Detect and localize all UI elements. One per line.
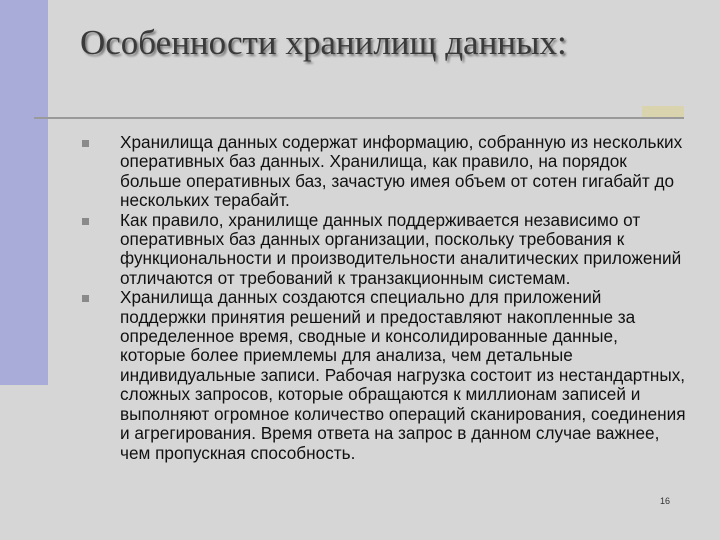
bullet-list (76, 133, 686, 463)
bullet-text: Как правило, хранилище данных поддерживается независимо от оперативных баз данных организации, поскольку требования к функциональности и производительности аналитических приложений отличаются от требований к транзакционным системам. (120, 209, 682, 288)
bullet-item (76, 288, 686, 463)
square-bullet-icon (82, 295, 89, 302)
page-number: 16 (660, 496, 671, 506)
square-bullet-icon (82, 218, 89, 225)
slide-title: Особенности хранилищ данных: (80, 23, 567, 62)
title-divider (34, 117, 684, 119)
divider-accent-block (642, 106, 684, 117)
square-bullet-icon (82, 140, 89, 147)
bullet-item (76, 211, 686, 289)
bullet-text: Хранилища данных содержат информацию, собранную из нескольких оперативных баз данных. Хранилища, как правило, на порядок больше оперативных баз, зачастую имея объем от сотен гигабайт до нескольких терабайт. (120, 132, 683, 211)
bullet-text: Хранилища данных создаются специально для приложений поддержки принятия решений и предоставляют накопленные за определенное время, сводные и консолидированные данные, которые более приемлемы для анализа, чем детальные индивидуальные записи. Рабочая нагрузка состоит из нестандартных, сложных запросов, которые обращаются к миллионам записей и выполняют огромное количество операций сканирования, соединения и агрегирования. Время ответа на запрос в данном случае важнее, чем пропускная способность. (120, 287, 686, 463)
left-accent-band (0, 0, 48, 385)
bullet-item (76, 133, 686, 211)
